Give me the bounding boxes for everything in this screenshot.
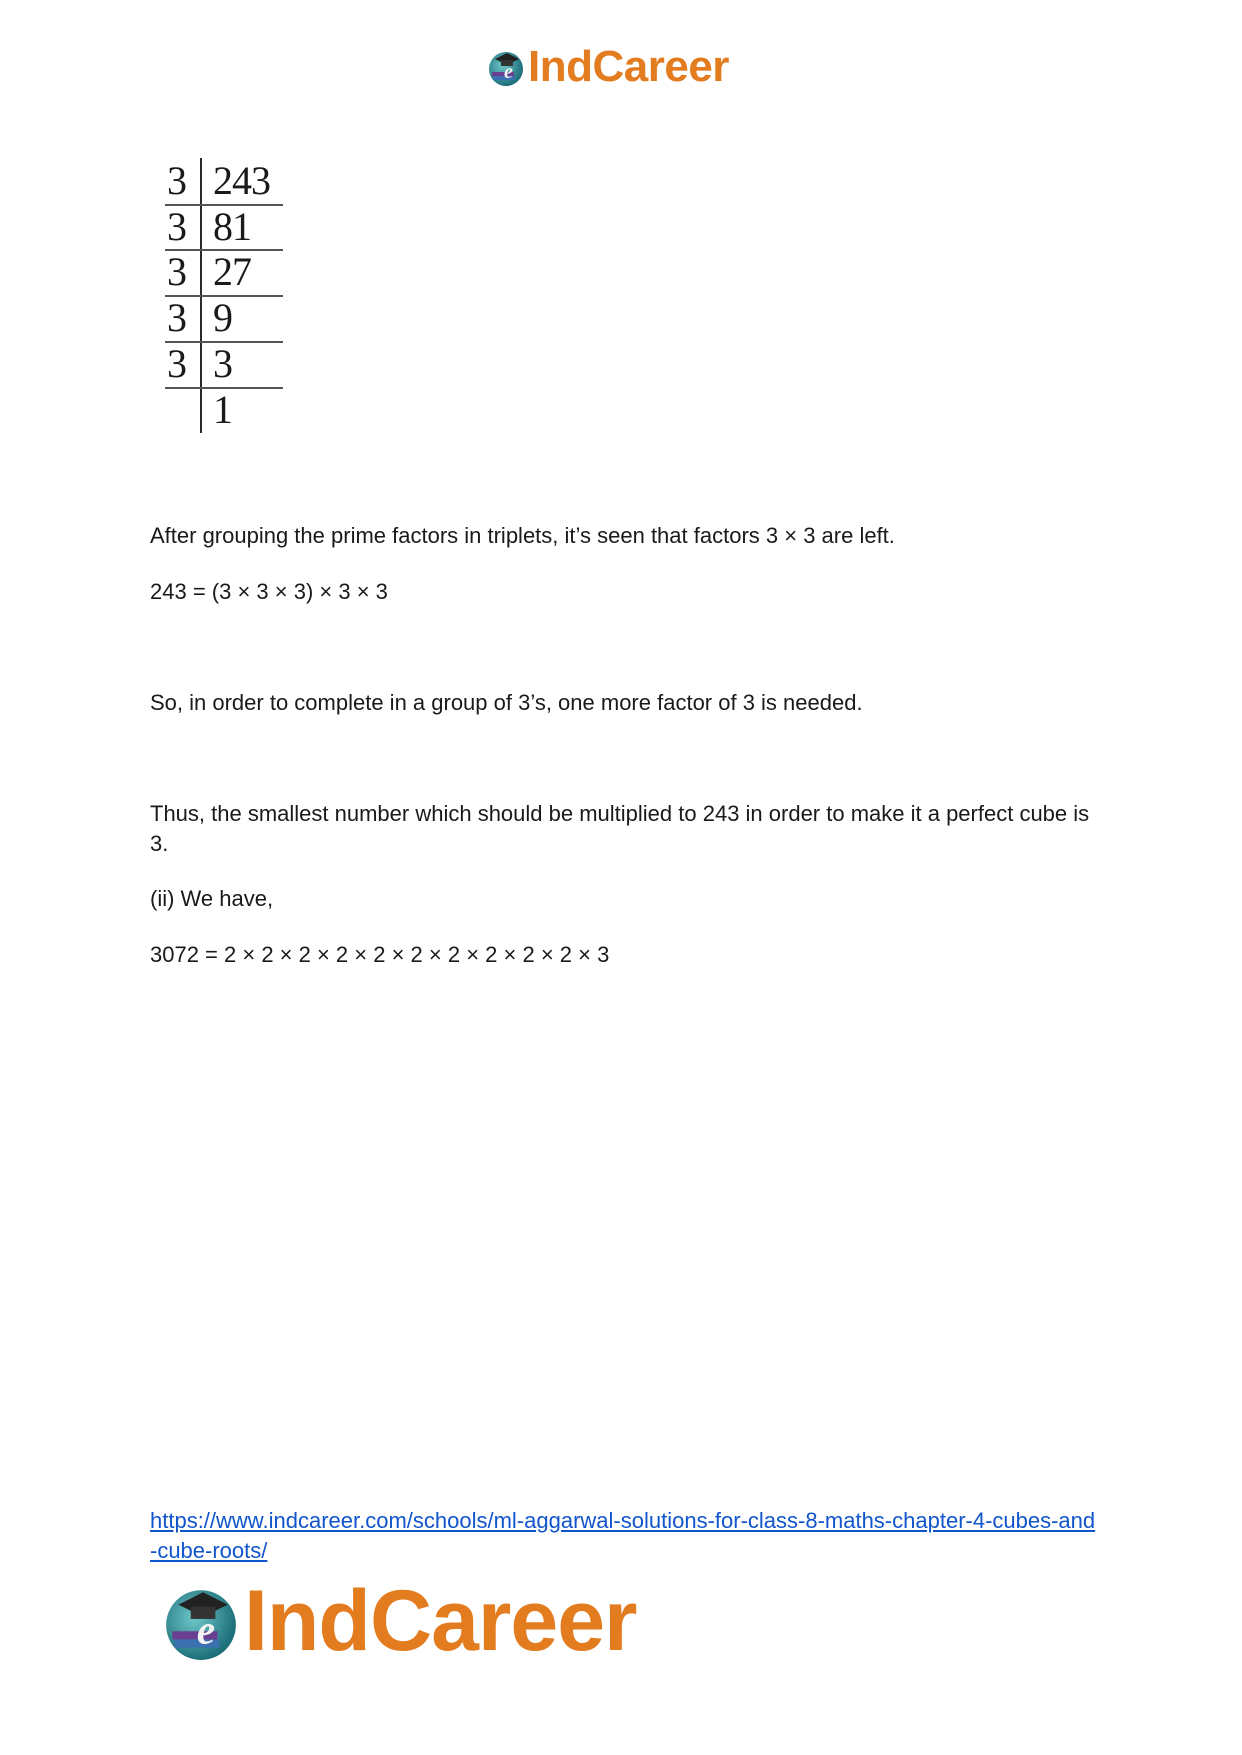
source-link[interactable]: https://www.indcareer.com/schools/ml-aggarwal-solutions-for-class-8-maths-chapter-4-cubes-and-cube-roots/ xyxy=(150,1508,1096,1563)
divisor: 3 xyxy=(167,204,187,249)
division-row xyxy=(163,387,285,432)
footer-logo xyxy=(160,1573,637,1669)
division-row xyxy=(163,295,285,340)
dividend: 9 xyxy=(213,295,232,340)
paragraph-grouping: After grouping the prime factors in triplets, it’s seen that factors 3 × 3 are left. xyxy=(150,523,895,548)
graduation-globe-icon xyxy=(486,47,526,87)
division-row xyxy=(163,158,285,203)
division-row xyxy=(163,341,285,386)
dividend: 27 xyxy=(213,249,251,294)
dividend: 3 xyxy=(213,341,232,386)
divisor: 3 xyxy=(167,341,187,386)
paragraph-equation-3072: 3072 = 2 × 2 × 2 × 2 × 2 × 2 × 2 × 2 × 2 × 2 × 3 xyxy=(150,942,610,967)
logo-wordmark: IndCareer xyxy=(528,42,729,91)
divisor: 3 xyxy=(167,158,187,203)
dividend: 243 xyxy=(213,158,270,203)
dividend: 81 xyxy=(213,204,251,249)
paragraph-conclusion: Thus, the smallest number which should be multiplied to 243 in order to make it a perfect cube is 3. xyxy=(150,801,1090,856)
paragraph-part-ii: (ii) We have, xyxy=(150,886,274,911)
division-row xyxy=(163,204,285,249)
logo-wordmark: IndCareer xyxy=(244,1573,637,1669)
paragraph-equation-243: 243 = (3 × 3 × 3) × 3 × 3 xyxy=(150,579,388,604)
svg-text:e: e xyxy=(504,61,513,83)
division-row xyxy=(163,249,285,294)
divisor: 3 xyxy=(167,249,187,294)
paragraph-complete-group: So, in order to complete in a group of 3’s, one more factor of 3 is needed. xyxy=(150,690,863,715)
division-table xyxy=(163,158,285,433)
divisor: 3 xyxy=(167,295,187,340)
svg-text:e: e xyxy=(196,1606,216,1653)
header-logo xyxy=(486,42,729,92)
graduation-globe-icon xyxy=(160,1580,242,1662)
dividend: 1 xyxy=(213,387,232,432)
